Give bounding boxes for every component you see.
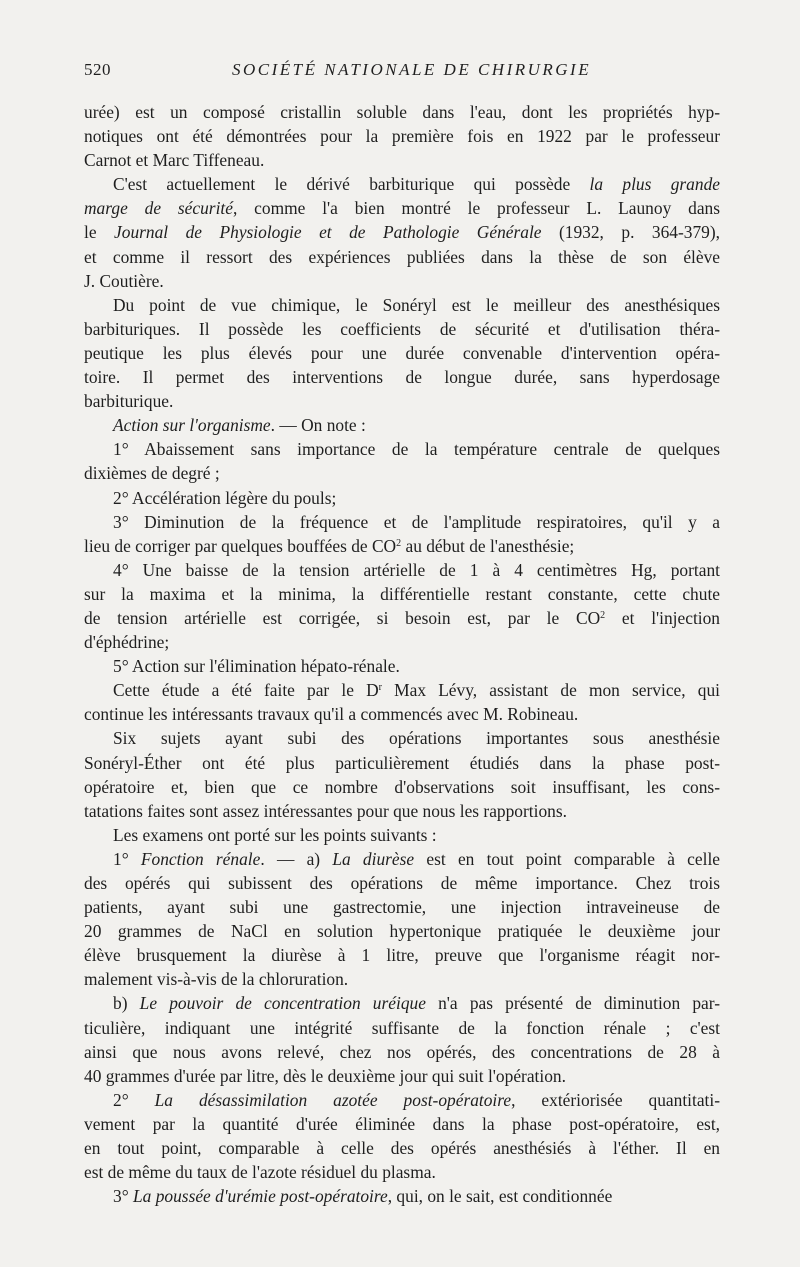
text-line: de tension artérielle est corrigée, si besoin est, par le $CO^2$ et l'injection bbox=[84, 607, 720, 628]
text-line: élève brusquement la diurèse à 1 litre, preuve que l'organisme réagit nor- bbox=[84, 945, 720, 966]
text-line: Carnot et Marc Tiffeneau. bbox=[84, 150, 265, 171]
text-line: des opérés qui subissent des opérations de même importance. Chez trois bbox=[84, 873, 720, 893]
text-line: Six sujets ayant subi des opérations importantes sous anesthésie bbox=[113, 728, 720, 749]
text-line: b) Le pouvoir de concentration uréique n'a pas présenté de diminution par- bbox=[113, 993, 720, 1014]
text-line: 2° La désassimilation azotée post-opératoire, extériorisée quantitati- bbox=[113, 1089, 720, 1110]
text-line: et comme il ressort des expériences publiées dans la thèse de son élève bbox=[84, 246, 720, 267]
running-title: SOCIÉTÉ NATIONALE DE CHIRURGIE bbox=[232, 60, 592, 79]
text-line: en tout point, comparable à celle des opérés anesthésiés à l'éther. Il en bbox=[84, 1138, 720, 1159]
text-line: 4° Une baisse de la tension artérielle de 1 à 4 centimètres Hg, portant bbox=[113, 559, 720, 580]
italic-phrase: La diurèse bbox=[332, 848, 415, 869]
text-line: opératoire et, bien que ce nombre d'observations soit insuffisant, les cons- bbox=[84, 776, 720, 797]
superscript: 2 bbox=[600, 609, 606, 621]
italic-phrase: Action sur l'organisme bbox=[113, 415, 271, 436]
italic-phrase: Fonction rénale bbox=[140, 848, 261, 869]
text-line: d'éphédrine; bbox=[84, 632, 170, 653]
text-line: dixièmes de degré ; bbox=[84, 463, 220, 484]
text-line: 3° La poussée d'urémie post-opératoire, qui, on le sait, est conditionnée bbox=[113, 1186, 613, 1207]
text-line: J. Coutière. bbox=[84, 270, 164, 291]
text-line: est de même du taux de l'azote résiduel du plasma. bbox=[84, 1162, 436, 1183]
text-line: 1° Abaissement sans importance de la température centrale de quelques bbox=[113, 439, 720, 460]
text-line: Les examens ont porté sur les points suivants : bbox=[113, 824, 437, 845]
text-line: le Journal de Physiologie et de Pathologie Générale (1932, p. 364-379), bbox=[84, 222, 720, 243]
page-header bbox=[84, 60, 724, 86]
text-line: malement vis-à-vis de la chloruration. bbox=[84, 969, 349, 990]
text-line: 3° Diminution de la fréquence et de l'amplitude respiratoires, qu'il y a bbox=[113, 511, 720, 532]
text-line: marge de sécurité, comme l'a bien montré le professeur L. Launoy dans bbox=[84, 198, 720, 219]
italic-phrase: Le pouvoir de concentration uréique bbox=[139, 993, 426, 1014]
text-line: barbituriques. Il possède les coefficients de sécurité et d'utilisation théra- bbox=[84, 318, 720, 339]
text-line: patients, ayant subi une gastrectomie, une injection intraveineuse de bbox=[84, 897, 720, 918]
text-line: C'est actuellement le dérivé barbiturique qui possède la plus grande bbox=[113, 174, 720, 195]
italic-phrase: marge de sécurité bbox=[84, 198, 233, 219]
italic-phrase: La poussée d'urémie post-opératoire bbox=[133, 1186, 388, 1207]
superscript: 2 bbox=[396, 537, 402, 549]
text-line: ainsi que nous avons relevé, chez nos opérés, des concentrations de 28 à bbox=[84, 1041, 720, 1062]
text-line: 1° Fonction rénale. — a) La diurèse est en tout point comparable à celle bbox=[113, 848, 720, 869]
text-line: sur la maxima et la minima, la différentielle restant constante, cette chute bbox=[84, 583, 720, 604]
italic-phrase: la plus grande bbox=[589, 174, 720, 195]
page-number: 520 bbox=[84, 60, 111, 79]
text-line: tatations faites sont assez intéressantes pour que nous les rapportions. bbox=[84, 800, 567, 821]
superscript: r bbox=[378, 682, 382, 694]
text-line: Sonéryl-Éther ont été plus particulièrement étudiés dans la phase post- bbox=[84, 752, 720, 773]
text-line: Du point de vue chimique, le Sonéryl est le meilleur des anesthésiques bbox=[113, 294, 720, 315]
text-line: peutique les plus élevés pour une durée convenable d'intervention opéra- bbox=[84, 342, 720, 363]
text-line: urée) est un composé cristallin soluble dans l'eau, dont les propriétés hyp- bbox=[84, 102, 720, 122]
text-line: Cette étude a été faite par le $D^r$ Max Lévy, assistant de mon service, qui bbox=[113, 680, 720, 701]
text-line: ticulière, indiquant une intégrité suffisante de la fonction rénale ; c'est bbox=[84, 1017, 720, 1038]
text-line: 5° Action sur l'élimination hépato-rénale. bbox=[113, 656, 400, 677]
text-line: Action sur l'organisme. — On note : bbox=[113, 415, 366, 436]
text-line: continue les intéressants travaux qu'il a commencés avec M. Robineau. bbox=[84, 704, 579, 725]
italic-phrase: Journal de Physiologie et de Pathologie Générale bbox=[114, 222, 542, 243]
text-line: lieu de corriger par quelques bouffées de $CO^2$ au début de l'anesthésie; bbox=[84, 535, 575, 556]
text-line: barbiturique. bbox=[84, 391, 174, 412]
text-line: vement par la quantité d'urée éliminée dans la phase post-opératoire, est, bbox=[84, 1113, 720, 1134]
body-text bbox=[84, 100, 720, 1208]
text-line: 20 grammes de NaCl en solution hypertonique pratiquée le deuxième jour bbox=[84, 921, 720, 942]
italic-phrase: La désassimilation azotée post-opératoire bbox=[154, 1089, 512, 1110]
text-line: toire. Il permet des interventions de longue durée, sans hyperdosage bbox=[84, 367, 720, 388]
text-line: 40 grammes d'urée par litre, dès le deuxième jour qui suit l'opération. bbox=[84, 1065, 566, 1086]
text-line: notiques ont été démontrées pour la première fois en 1922 par le professeur bbox=[84, 126, 720, 147]
text-line: 2° Accélération légère du pouls; bbox=[113, 487, 337, 508]
